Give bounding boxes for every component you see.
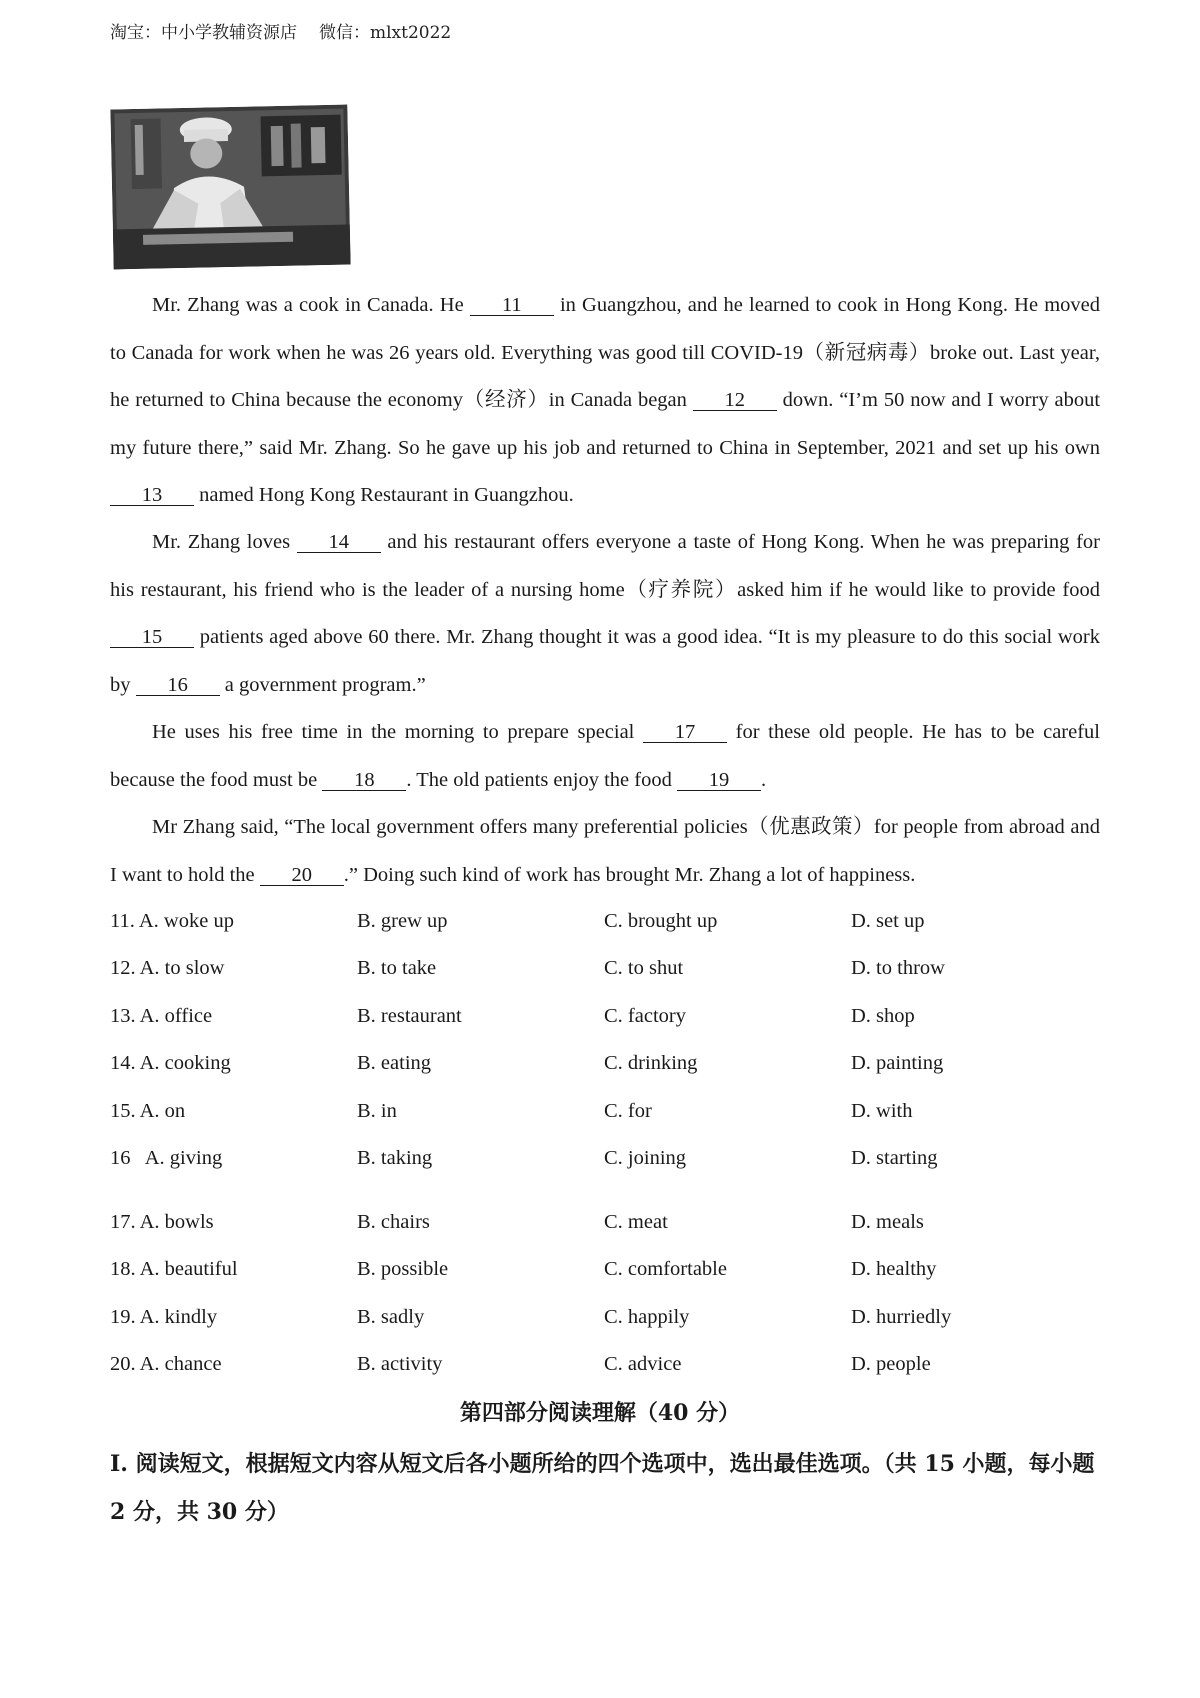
p4-text-1: Mr Zhang said, “The local government offers many preferential policies（优惠政策）for people from abroad and I want to hold the [110,816,1100,886]
option-b: B. restaurant [357,1005,462,1027]
p3-text-4: . [760,768,767,791]
option-c: C. comfortable [604,1258,727,1280]
option-a: 12. A. to slow [110,957,225,979]
option-b: B. grew up [357,910,448,932]
blank-15: 15 [110,627,194,648]
option-b: B. chairs [357,1211,430,1233]
blank-13: 13 [110,485,194,506]
option-a: 20. A. chance [110,1353,222,1375]
option-d: D. meals [851,1211,924,1233]
p1-text-1: Mr. Zhang was a cook in Canada. He [152,294,470,316]
option-a: 15. A. on [110,1100,186,1122]
blank-14: 14 [297,532,381,553]
option-d: D. painting [851,1052,944,1074]
option-b: B. to take [357,957,437,979]
option-a: 11. A. woke up [110,910,234,932]
blank-11: 11 [470,295,554,316]
option-d: D. starting [851,1147,938,1169]
p1-text-4: named Hong Kong Restaurant in Guangzhou. [194,484,574,506]
p2-text-4: a government program.” [219,673,426,696]
shop-label: 淘宝：中小学教辅资源店 [110,23,297,43]
option-b: B. taking [357,1147,433,1169]
option-c: C. factory [604,1005,686,1027]
blank-12: 12 [693,390,777,411]
option-b: B. activity [357,1353,443,1375]
option-c: C. brought up [604,910,718,932]
p2-text-2: and his restaurant offers everyone a taste of Hong Kong. When he was preparing for his restaurant, his friend who is the leader of a nursing home（疗养院）asked him if he would like to provide food [110,531,1100,601]
passage-paragraph-1 [110,282,1100,520]
option-d: D. healthy [851,1258,937,1280]
option-d: D. with [851,1100,913,1122]
blank-16: 16 [136,675,220,696]
question-19-options [110,1306,1100,1336]
option-c: C. for [604,1100,652,1122]
p1-text-2: in Guangzhou, and he learned to cook in Hong Kong. He moved to Canada for work when he was 26 years old. Everything was good till COVID-19（新冠病毒）broke out. Last year, he returned to China because the economy（经济）in Canada began [110,294,1100,411]
p4-text-2: .” Doing such kind of work has brought Mr. Zhang a lot of happiness. [343,863,916,886]
option-d: D. to throw [851,957,945,979]
chef-photo-image [110,105,350,270]
option-d: D. set up [851,910,925,932]
blank-18: 18 [322,770,406,791]
option-b: B. possible [357,1258,449,1280]
option-b: B. sadly [357,1306,425,1328]
option-d: D. people [851,1353,931,1375]
chef-photo [110,105,350,270]
blank-19: 19 [677,770,761,791]
blank-17: 17 [643,722,727,743]
question-14-options [110,1052,1100,1082]
option-a: 14. A. cooking [110,1052,231,1074]
question-16-options [110,1147,1100,1177]
option-c: C. to shut [604,957,684,979]
question-12-options [110,957,1100,987]
option-d: D. hurriedly [851,1306,952,1328]
question-15-options [110,1100,1100,1130]
question-18-options [110,1258,1100,1288]
question-17-options [110,1211,1100,1241]
passage-paragraph-4 [110,804,1100,899]
question-11-options [110,910,1100,940]
option-c: C. advice [604,1353,682,1375]
option-a: 17. A. bowls [110,1211,214,1233]
p1-text-3: down. “I’m 50 now and I worry about my future there,” said Mr. Zhang. So he gave up his job and returned to China in September, 2021 and set up his own [110,389,1101,459]
question-13-options [110,1005,1100,1035]
option-a: 19. A. kindly [110,1306,218,1328]
p3-text-3: . The old patients enjoy the food [406,768,677,791]
p2-text-1: Mr. Zhang loves [152,531,297,553]
option-b: B. eating [357,1052,432,1074]
section-title: 第四部分阅读理解（40 分） [459,1400,741,1426]
option-c: C. drinking [604,1052,698,1074]
p3-text-2: for these old people. He has to be careful because the food must be [110,721,1100,791]
question-20-options [110,1353,1100,1383]
option-d: D. shop [851,1005,915,1027]
wechat-label: 微信：mlxt2022 [319,23,452,43]
option-b: B. in [357,1100,397,1122]
passage-paragraph-3 [110,709,1100,804]
p3-text-1: He uses his free time in the morning to prepare special [152,721,644,743]
option-c: C. meat [604,1211,668,1233]
passage-paragraph-2 [110,519,1100,709]
option-a: 18. A. beautiful [110,1258,238,1280]
reading-instruction: I. 阅读短文，根据短文内容从短文后各小题所给的四个选项中，选出最佳选项。（共 15 小题，每小题 2 分，共 30 分） [110,1451,1095,1525]
option-c: C. happily [604,1306,690,1328]
p2-text-3: patients aged above 60 there. Mr. Zhang thought it was a good idea. “It is my pleasure to do this social work by [110,626,1100,696]
option-a: 16 A. giving [110,1147,223,1169]
page-header [110,18,451,43]
option-c: C. joining [604,1147,687,1169]
blank-20: 20 [260,865,344,886]
option-a: 13. A. office [110,1005,213,1027]
